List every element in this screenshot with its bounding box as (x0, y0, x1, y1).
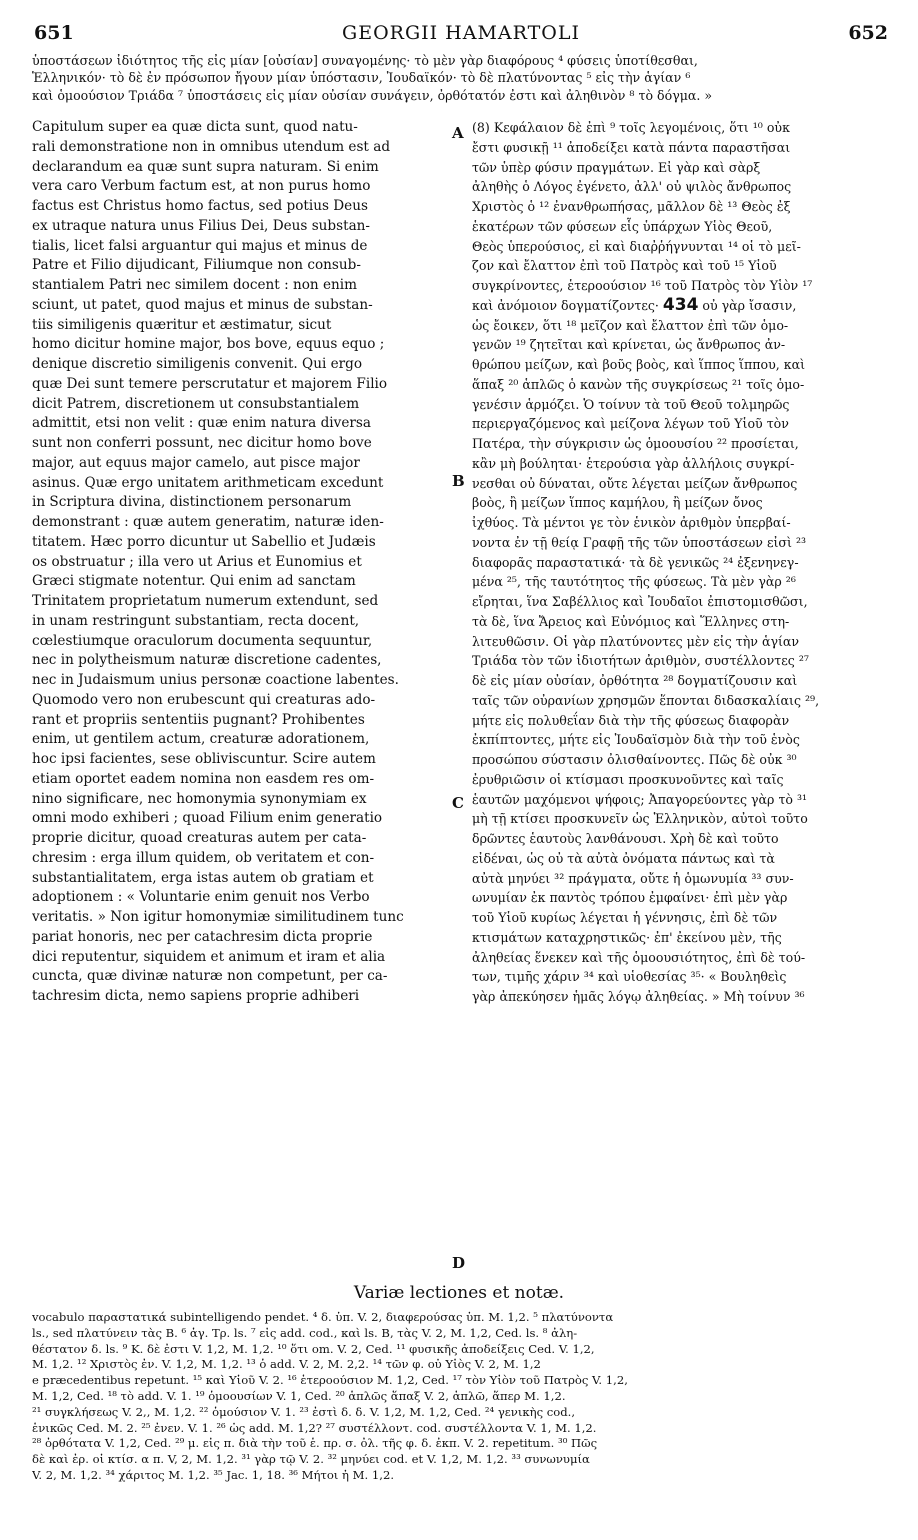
text-line: ζον καὶ ἔλαττον ἐπὶ τοῦ Πατρὸς καὶ τοῦ ¹⁵ Υἱοῦ (472, 258, 777, 274)
text-line: Τριάδα τὸν τῶν ἰδιοτήτων ἀριθμὸν, συστέλλοντες ²⁷ (472, 653, 809, 669)
text-line: ls., sed πλατύνειν τὰς B. ⁶ ἁγ. Τρ. ls. ⁷ εἰς add. cod., καὶ ls. B, τὰς V. 2, M. 1,2, Ced. ls. ⁸ ἀλη- (32, 1325, 578, 1340)
text-line: νοντα ἐν τῇ θείᾳ Γραφῇ τῆς τῶν ὑποστάσεων εἰσὶ ²³ (472, 534, 807, 550)
text-line: cœlestiumque oraculorum documenta sequuntur, (32, 632, 373, 649)
text-line: γὰρ ἀπεκύησεν ἡμᾶς λόγῳ ἀληθείας. » Μὴ τοίνυν ³⁶ (472, 989, 805, 1004)
text-line: in unam restringunt substantiam, recta docent, (32, 612, 360, 629)
text-line: τῶν ὑπὲρ φύσιν πραγμάτων. Εἰ γὰρ καὶ σὰρξ (472, 159, 761, 175)
text-line: Ἑλληνικόν· τὸ δὲ ἐν πρόσωπον ἤγουν μίαν ὑπόστασιν, Ἰουδαϊκόν· τὸ δὲ πλατύνοντας ⁵ εἰς τὴν ἁγίαν ⁶ (32, 70, 691, 86)
text-line: ex utraque natura unus Filius Dei, Deus substan- (32, 217, 371, 234)
text-line: νεσθαι οὐ δύναται, οὔτε λέγεται μείζων ἄνθρωπος (472, 475, 798, 491)
text-line: γενέσιν ἁρμόζει. Ὁ τοίνυν τὰ τοῦ Θεοῦ τολμηρῶς (472, 396, 790, 412)
text-line: ἑνικῶς Ced. M. 2. ²⁵ ἐνεν. V. 1. ²⁶ ὡς add. M. 1,2? ²⁷ συστέλλοντ. cod. συστέλλοντα V. 1, M. 1,2. (32, 1420, 597, 1435)
text-line: ωνυμίαν ἐκ παντὸς τρόπου ἐμφαίνει· ἐπὶ μὲν γὰρ (472, 890, 788, 906)
text-line: substantialitatem, erga istas autem ob gratiam et (32, 869, 374, 886)
text-line: M. 1,2, Ced. ¹⁸ τὸ add. V. 1. ¹⁹ ὁμοουσίων V. 1, Ced. ²⁰ ἁπλῶς ἅπαξ V. 2, ἁπλῶ, ἅπερ M. 1,2. (32, 1388, 566, 1403)
text-line: Χριστὸς ὁ ¹² ἐνανθρωπήσας, μᾶλλον δὲ ¹³ Θεὸς ἐξ (472, 199, 791, 214)
text-line: vocabulo παραστατικά subintelligendo pendet. ⁴ δ. ὑπ. V. 2, διαφερούσας ὑπ. M. 1,2. ⁵ πλατύνοντα (32, 1310, 614, 1324)
text-line: οὐ γὰρ ἴσασιν, (702, 297, 797, 313)
section-marker-b: B (452, 472, 465, 490)
text-line: Græci stigmate notentur. Qui enim ad sanctam (32, 573, 356, 590)
text-line: τοῦ Υἱοῦ κυρίως λέγεται ἡ γέννησις, ἐπὶ δὲ τῶν (472, 910, 778, 925)
text-line: Capitulum super ea quæ dicta sunt, quod natu- (32, 119, 358, 135)
text-line: ἅπαξ ²⁰ ἁπλῶς ὁ κανὼν τῆς συγκρίσεως ²¹ τοῖς ὁμο- (472, 376, 805, 392)
text-line: titatem. Hæc porro dicuntur ut Sabellio et Judæis (32, 533, 376, 550)
text-line: V. 2, M. 1,2. ³⁴ χάριτος M. 1,2. ³⁵ Jac. 1, 18. ³⁶ Μήτοι ἡ M. 1,2. (32, 1467, 395, 1482)
text-line: ἑκατέρων τῶν φύσεων εἷς ὑπάρχων Υἱὸς Θεοῦ, (472, 218, 773, 234)
text-line: dici reputentur, siquidem et animum et iram et alia (32, 948, 386, 965)
text-line: ²¹ συγκλήσεως V. 2,, M. 1,2. ²² ὁμούσιον V. 1. ²³ ἐστὶ δ. δ. V. 1,2, M. 1,2, Ced. ²⁴ γενικὴς cod., (32, 1404, 576, 1419)
text-line: προσώπου σύστασιν ὀλισθαίνοντες. Πῶς δὲ οὐκ ³⁰ (472, 752, 797, 767)
page-number-right: 652 (848, 22, 888, 44)
text-line: γενῶν ¹⁹ ζητεῖται καὶ κρίνεται, ὡς ἄνθρωπος ἀν- (472, 337, 786, 353)
page-number-left: 651 (34, 22, 74, 44)
text-line: κτισμάτων καταχρηστικῶς· ἐπ' ἐκείνου μὲν, τῆς (472, 929, 782, 945)
text-line: των, τιμῆς χάριν ³⁴ καὶ υἱοθεσίας ³⁵· « Βουληθεὶς (472, 969, 787, 985)
text-line: Patre et Filio dijudicant, Filiumque non consub- (32, 257, 361, 274)
text-line: adoptionem : « Voluntarie enim genuit nos Verbo (32, 889, 370, 906)
section-marker-c: C (452, 794, 464, 812)
text-line: etiam oportet eadem nomina non easdem res om- (32, 770, 375, 787)
text-line: tachresim dicta, nemo sapiens proprie adhiberi (32, 988, 360, 1004)
greek-continuation (32, 52, 892, 104)
text-line: ἑαυτῶν μαχόμενοι ψήφοις; Ἀπαγορεύοντες γὰρ τὸ ³¹ (472, 791, 808, 807)
folio-stamp: 434 (662, 295, 699, 315)
text-line: e præcedentibus repetunt. ¹⁵ καὶ Υἱοῦ V. 2. ¹⁶ ἑτεροούσιον M. 1,2, Ced. ¹⁷ τὸν Υἱὸν τοῦ Πατρὸς V. 1,2, (32, 1373, 628, 1388)
greek-column (472, 118, 892, 1007)
text-line: admittit, etsi non velit : quæ enim natura diversa (32, 415, 371, 432)
text-line: καὶ ὁμοούσιον Τριάδα ⁷ ὑποστάσεις εἰς μίαν οὐσίαν συνάγειν, ὀρθότατόν ἐστι καὶ ἀληθινὸν ⁸ τὸ δόγμα. » (32, 87, 713, 103)
text-line: cuncta, quæ divinæ naturæ non competunt, per ca- (32, 968, 388, 985)
text-line: ταῖς τῶν οὐρανίων χρησμῶν ἕπονται διδασκαλίαις ²⁹, (472, 692, 820, 708)
text-line: demonstrant : quæ autem generatim, naturæ iden- (32, 514, 384, 530)
text-line: ἀληθὴς ὁ Λόγος ἐγένετο, ἀλλ' οὐ ψιλὸς ἄνθρωπος (472, 179, 792, 195)
text-line: Trinitatem proprietatum numerum extendunt, sed (32, 593, 379, 609)
text-line: enim, ut gentilem actum, creaturæ adorationem, (32, 731, 370, 748)
text-line: quæ Dei sunt temere perscrutatur et majorem Filio (32, 375, 388, 392)
text-line: homo dicitur homine major, bos bove, equus equo ; (32, 336, 385, 353)
text-line: ὡς ἔοικεν, ὅτι ¹⁸ μεῖζον καὶ ἔλαττον ἐπὶ τῶν ὁμο- (472, 317, 789, 333)
text-line: factus est Christus homo factus, sed potius Deus (32, 198, 368, 214)
text-line: δὲ καὶ ἐρ. οἱ κτίσ. α π. V, 2, M. 1,2. ³¹ γὰρ τῷ V. 2. ³² μηνύει cod. et V. 1,2, M. 1,2. ³³ συνωνυμία (32, 1452, 590, 1467)
text-line: ἀληθείας ἕνεκεν καὶ τῆς ὁμοουσιότητος, ἐπὶ δὲ τού- (472, 949, 806, 965)
text-line: tiis similigenis quæritur et æstimatur, sicut (32, 316, 332, 333)
text-line: declarandum ea quæ sunt supra naturam. Si enim (32, 158, 379, 175)
text-line: rali demonstratione non in omnibus utendum est ad (32, 138, 391, 155)
text-line (472, 296, 892, 316)
text-line: sunt non conferri possunt, nec dicitur homo bove (32, 435, 372, 451)
text-line: τὰ δὲ, ἵνα Ἄρειος καὶ Εὐνόμιος καὶ Ἕλληνες στη- (472, 613, 790, 629)
section-marker-d: D (452, 1254, 466, 1272)
text-line: vera caro Verbum factum est, at non purus homo (32, 178, 371, 195)
text-line: ἰχθύος. Τὰ μέντοι γε τὸν ἑνικὸν ἀριθμὸν ὑπερβαί- (472, 515, 791, 530)
text-line: dicit Patrem, discretionem ut consubstantialem (32, 395, 360, 412)
text-line: ὑποστάσεων ἰδιότητος τῆς εἰς μίαν [οὐσίαν] συναγομένης· τὸ μὲν γὰρ διαφόρους ⁴ φύσεις ὑποτίθεσθαι, (32, 53, 698, 68)
running-title: GEORGII HAMARTOLI (342, 22, 580, 44)
text-line: περιεργαζόμενος καὶ μείζονα λέγων τοῦ Υἱοῦ τὸν (472, 416, 789, 432)
section-marker-a: A (452, 124, 464, 142)
text-line: chresim : erga illum quidem, ob veritatem et con- (32, 849, 375, 866)
text-line: διαφορᾶς παραστατικά· τὰ δὲ γενικῶς ²⁴ ἐξενηνεγ- (472, 554, 799, 570)
text-line: κἂν μὴ βούληται· ἑτερούσια γὰρ ἀλλήλοις συγκρί- (472, 455, 795, 471)
text-line: Quomodo vero non erubescunt qui creaturas ado- (32, 691, 376, 708)
text-line: λιτευθῶσιν. Οἱ γὰρ πλατύνοντες μὲν εἰς τὴν ἁγίαν (472, 633, 800, 649)
text-line: sciunt, ut patet, quod majus et minus de substan- (32, 296, 373, 313)
text-line: ²⁸ ὀρθότατα V. 1,2, Ced. ²⁹ μ. εἰς π. διὰ τὴν τοῦ ἑ. πρ. σ. ὀλ. τῆς φ. δ. ἐκπ. V. 2. repetitum. ³⁰ Πῶς (32, 1436, 598, 1451)
text-line: rant et propriis sententiis pugnant? Prohibentes (32, 711, 365, 728)
text-line: hoc ipsi facientes, sese obliviscuntur. Scire autem (32, 751, 376, 767)
text-line: καὶ ἀνόμοιον δογματίζοντες· (472, 297, 659, 313)
text-line: δρῶντες ἑαυτοὺς λανθάνουσι. Χρὴ δὲ καὶ τοῦτο (472, 831, 779, 846)
text-line: nino significare, nec homonymia synonymiam ex (32, 790, 367, 807)
text-line: ἐκπίπτοντες, μήτε εἰς Ἰουδαϊσμὸν διὰ τὴν τοῦ ἑνὸς (472, 732, 800, 748)
latin-column (32, 118, 446, 1007)
text-line: M. 1,2. ¹² Χριστὸς ἐν. V. 1,2, M. 1,2. ¹³ ὁ add. V. 2, M. 2,2. ¹⁴ τῶν φ. οὐ Υἱὸς V. 2, M. 1,2 (32, 1357, 541, 1372)
text-line: θρώπου μείζων, καὶ βοῦς βοὸς, καὶ ἵππος ἵππου, καὶ (472, 357, 806, 372)
text-line: asinus. Quæ ergo unitatem arithmeticam excedunt (32, 474, 384, 491)
text-line: in Scriptura divina, distinctionem personarum (32, 494, 352, 511)
page-header (34, 22, 888, 46)
text-line: omni modo exhiberi ; quoad Filium enim generatio (32, 810, 383, 827)
text-line: εἰδέναι, ὡς οὐ τὰ αὐτὰ ὀνόματα πάντως καὶ τὰ (472, 850, 775, 866)
text-line: nec in Judaismum unius personæ coactione labentes. (32, 672, 399, 688)
text-line: stantialem Patri nec similem docent : non enim (32, 277, 358, 293)
text-line: proprie dicitur, quoad creaturas autem per cata- (32, 830, 367, 846)
text-line: os obstruatur ; illa vero ut Arius et Eunomius et (32, 553, 362, 570)
notes-block (32, 1310, 894, 1484)
text-line: μὴ τῇ κτίσει προσκυνεῖν ὡς Ἑλληνικὸν, αὐτοὶ τοῦτο (472, 811, 808, 827)
text-line: denique discretio similigenis convenit. Qui ergo (32, 356, 363, 372)
text-line: δὲ εἰς μίαν οὐσίαν, ὀρθότητα ²⁸ δογματίζουσιν καὶ (472, 673, 798, 688)
text-line: συγκρίνοντες, ἑτεροούσιον ¹⁶ τοῦ Πατρὸς τὸν Υἱὸν ¹⁷ (472, 278, 813, 293)
text-line: ἐρυθριῶσιν οἱ κτίσμασι προσκυνοῦντες καὶ ταῖς (472, 771, 784, 787)
text-line: nec in polytheismum naturæ discretione cadentes, (32, 652, 382, 669)
notes-title: Variæ lectiones et notæ. (353, 1283, 565, 1303)
text-line: θέστατον δ. ls. ⁹ K. δὲ ἐστι V. 1,2, M. 1,2. ¹⁰ ὅτι om. V. 2, Ced. ¹¹ φυσικῆς ἀποδείξεις Ced. V. 1,2, (32, 1341, 595, 1356)
text-line: ἔστι φυσικῇ ¹¹ ἀποδείξει κατὰ πάντα παραστῆσαι (472, 139, 791, 155)
text-line: tialis, licet falsi arguantur qui majus et minus de (32, 237, 368, 254)
text-line: veritatis. » Non igitur homonymiæ similitudinem tunc (32, 909, 404, 925)
text-line: εἴρηται, ἵνα Σαβέλλιος καὶ Ἰουδαῖοι ἐπιστομισθῶσι, (472, 594, 808, 609)
text-line: βοὸς, ἢ μείζων ἵππος καμήλου, ἢ μείζων ὄνος (472, 495, 763, 511)
text-line: major, aut equus major camelo, aut pisce major (32, 454, 360, 471)
text-line: αὐτὰ μηνύει ³² πράγματα, οὔτε ἡ ὁμωνυμία ³³ συν- (472, 870, 794, 886)
text-line: μένα ²⁵, τῆς ταυτότητος τῆς φύσεως. Τὰ μὲν γὰρ ²⁶ (472, 574, 796, 590)
text-line: pariat honoris, nec per catachresim dicta proprie (32, 928, 373, 945)
text-line: μήτε εἰς πολυθεΐαν διὰ τὴν τῆς φύσεως διαφορὰν (472, 712, 790, 728)
text-line: Θεὸς ὑπερούσιος, εἰ καὶ διαῤῥήγνυνται ¹⁴ οἱ τὸ μεῖ- (472, 238, 801, 254)
text-line: Πατέρα, τὴν σύγκρισιν ὡς ὁμοουσίου ²² προσίεται, (472, 436, 799, 451)
text-line: (8) Κεφάλαιον δὲ ἐπὶ ⁹ τοῖς λεγομένοις, ὅτι ¹⁰ οὐκ (472, 120, 790, 135)
